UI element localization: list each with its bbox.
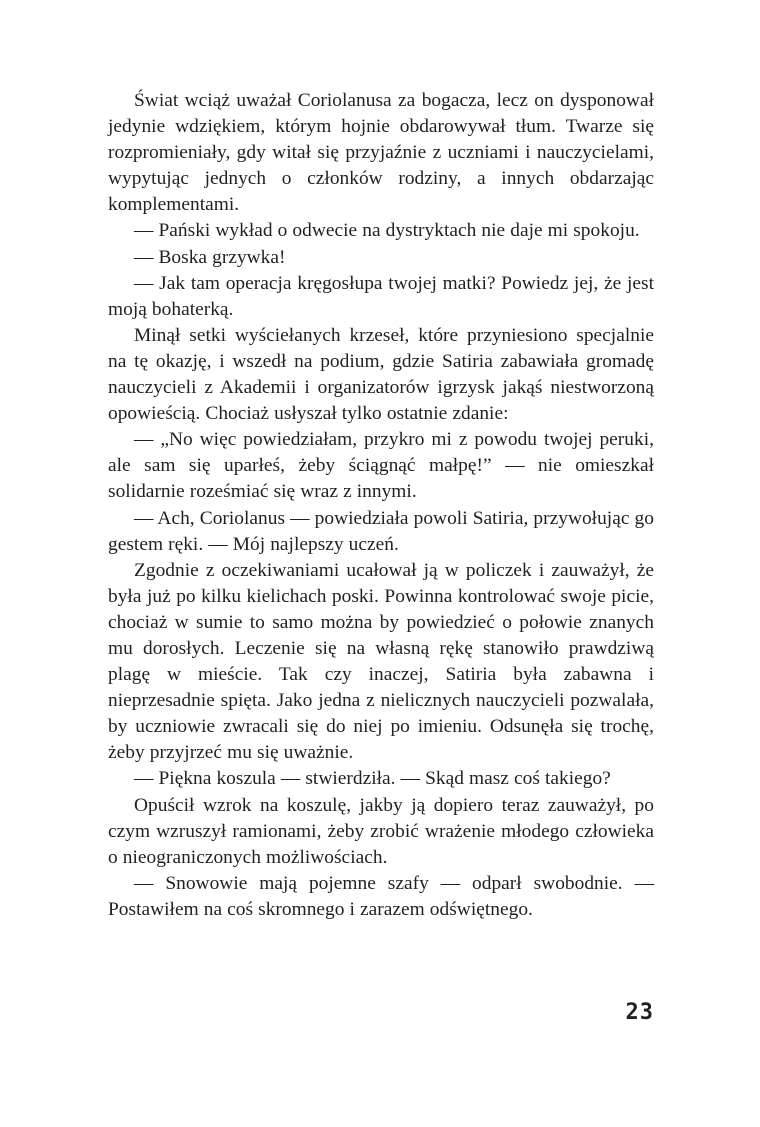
- paragraph: — Piękna koszula — stwierdziła. — Skąd masz coś takiego?: [134, 768, 611, 790]
- page-text-block: [108, 88, 654, 923]
- paragraph: Opuścił wzrok na koszulę, jakby ją dopiero teraz zauważył, po czym wzruszył ramionami, żeby zrobić wrażenie młodego człowieka o nieograniczonych możliwościach.: [108, 794, 654, 868]
- paragraph: Zgodnie z oczekiwaniami ucałował ją w policzek i zauważył, że była już po kilku kielichach poski. Powinna kontrolować swoje picie, chociaż w sumie to samo można by powiedzieć o połowie znanych mu dorosłych. Leczenie się na własną rękę stanowiło prawdziwą plagę w mieście. Tak czy inaczej, Satiria była zabawna i nieprzesadnie spięta. Jako jedna z nielicznych nauczycieli pozwalała, by uczniowie zwracali się do niej po imieniu. Odsunęła się trochę, żeby przyjrzeć mu się uważnie.: [108, 559, 654, 764]
- paragraph: — „No więc powiedziałam, przykro mi z powodu twojej peruki, ale sam się uparłeś, żeby ściągnąć małpę!” — nie omieszkał solidarnie roześmiać się wraz z innymi.: [108, 429, 654, 503]
- paragraph: Świat wciąż uważał Coriolanusa za bogacza, lecz on dysponował jedynie wdziękiem, którym hojnie obdarowywał tłum. Twarze się rozpromieniały, gdy witał się przyjaźnie z uczniami i nauczycielami, wypytując jednych o członków rodziny, a innych obdarzając komplementami.: [108, 90, 654, 216]
- paragraph: — Pański wykład o odwecie na dystryktach nie daje mi spokoju.: [134, 220, 640, 242]
- paragraph: — Snowowie mają pojemne szafy — odparł swobodnie. — Postawiłem na coś skromnego i zarazem odświętnego.: [108, 872, 654, 920]
- paragraph: — Jak tam operacja kręgosłupa twojej matki? Powiedz jej, że jest moją bohaterką.: [108, 272, 654, 320]
- paragraph: — Ach, Coriolanus — powiedziała powoli Satiria, przywołując go gestem ręki. — Mój najlepszy uczeń.: [108, 507, 654, 555]
- paragraph: Minął setki wyściełanych krzeseł, które przyniesiono specjalnie na tę okazję, i wszedł na podium, gdzie Satiria zabawiała gromadę nauczycieli z Akademii i organizatorów igrzysk jakąś niestworzoną opowieścią. Chociaż usłyszał tylko ostatnie zdanie:: [108, 324, 654, 425]
- page-number: 23: [625, 1000, 654, 1025]
- paragraph: — Boska grzywka!: [134, 246, 286, 268]
